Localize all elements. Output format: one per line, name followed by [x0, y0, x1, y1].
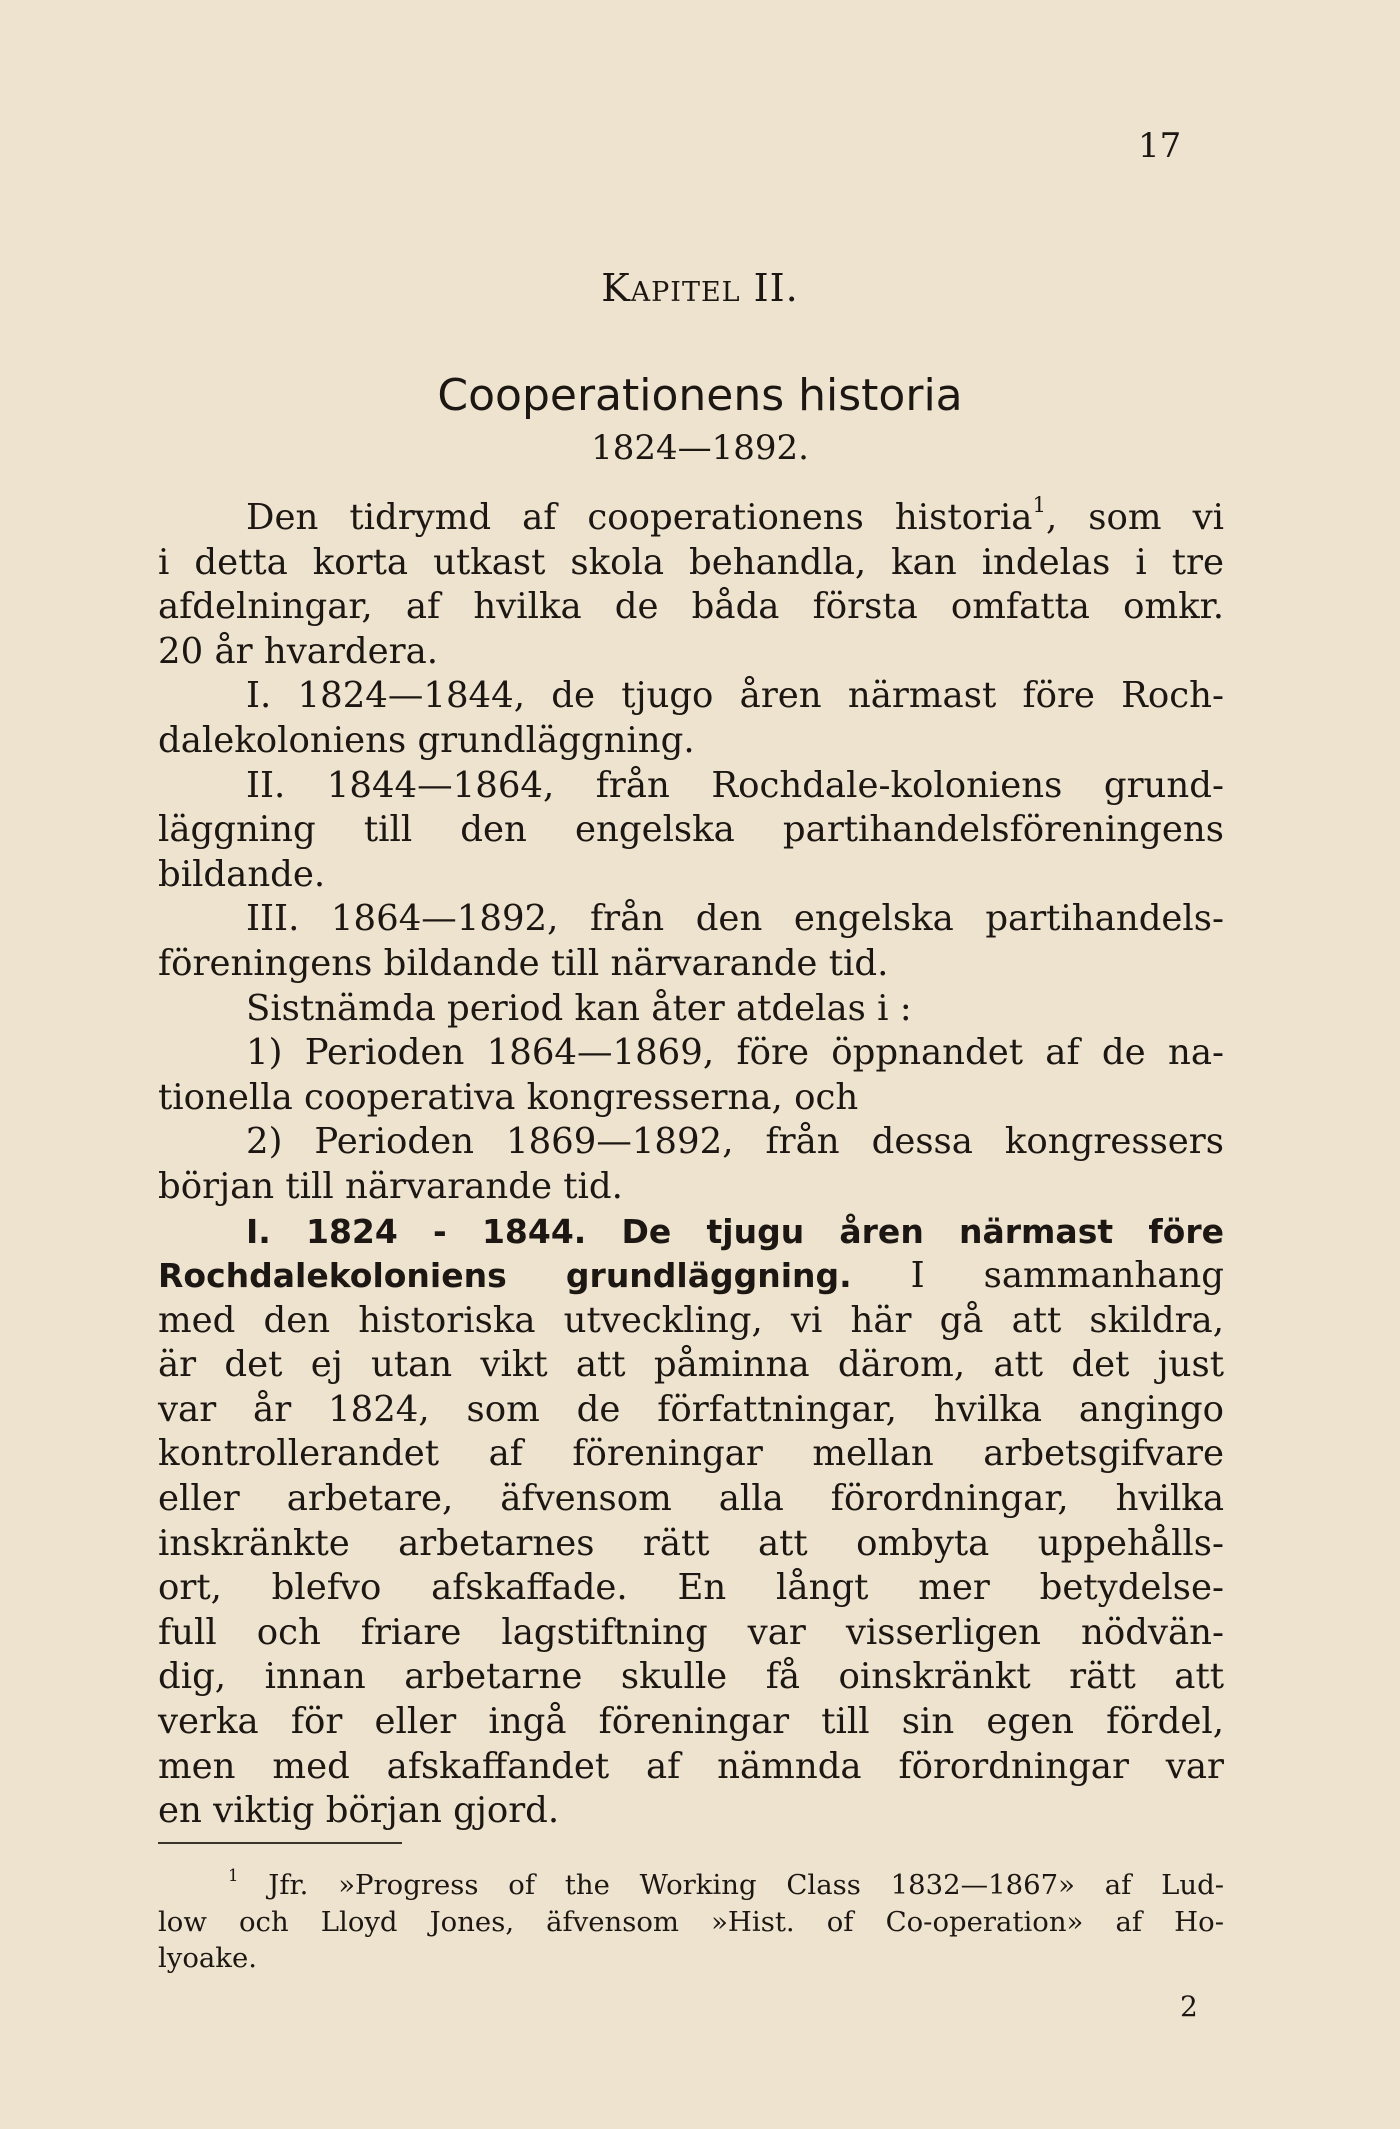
chapter-label: Kapitel II. — [601, 266, 799, 310]
chapter-title: Cooperationens historia — [437, 370, 963, 421]
text-line: ort, blefvo afskaffade. En långt mer betydelse- — [158, 1567, 1224, 1609]
subdivision-line: tionella cooperativa kongresserna, och — [158, 1076, 859, 1118]
subdivision-line: 2) Perioden 1869—1892, från dessa kongressers — [246, 1121, 1224, 1163]
section-heading-line: Rochdalekoloniens grundläggning. I sammanhang — [158, 1255, 1224, 1297]
text-line: verka för eller ingå föreningar till sin egen fördel, — [158, 1701, 1224, 1743]
section-heading: I. 1824 - 1844. De tjugu åren närmast före — [246, 1211, 1224, 1251]
period-line: bildande. — [158, 853, 326, 895]
chapter-years: 1824—1892. — [591, 428, 809, 468]
signature-mark: 2 — [1180, 1990, 1198, 2023]
period-line: dalekoloniens grundläggning. — [158, 719, 695, 761]
text-line: full och friare lagstiftning var visserligen nödvän- — [158, 1611, 1224, 1653]
text-line: afdelningar, af hvilka de båda första omfatta omkr. — [158, 586, 1224, 628]
footnote-reference: 1 — [1032, 492, 1047, 518]
period-line: föreningens bildande till närvarande tid. — [158, 942, 889, 984]
text-line: en viktig början gjord. — [158, 1790, 560, 1832]
text-line: i detta korta utkast skola behandla, kan indelas i tre — [158, 541, 1224, 583]
period-line: läggning till den engelska partihandelsföreningens — [158, 809, 1224, 851]
text-line: Den tidrymd af cooperationens historia$^1$, som vi — [246, 492, 1224, 538]
body-text — [158, 492, 1224, 1834]
footnote-line: lyoake. — [158, 1942, 257, 1974]
subdivision-line: början till närvarande tid. — [158, 1165, 623, 1207]
text-line: eller arbetare, äfvensom alla förordningar, hvilka — [158, 1478, 1224, 1520]
footnote-marker: 1 — [228, 1865, 239, 1885]
text-line: dig, innan arbetarne skulle få oinskränkt rätt att — [158, 1656, 1224, 1698]
text-line: kontrollerandet af föreningar mellan arbetsgifvare — [158, 1433, 1224, 1475]
period-line: I. 1824—1844, de tjugo åren närmast före Roch- — [246, 675, 1224, 717]
text-line: är det ej utan vikt att påminna därom, att det just — [158, 1344, 1224, 1386]
footnote-divider — [158, 1842, 402, 1844]
text-line: var år 1824, som de författningar, hvilka angingo — [158, 1388, 1224, 1430]
page-number: 17 — [1138, 126, 1182, 166]
text-line: inskränkte arbetarnes rätt att ombyta uppehålls- — [158, 1522, 1224, 1564]
text-line: 20 år hvardera. — [158, 630, 439, 672]
text-line: men med afskaffandet af nämnda förordningar var — [158, 1745, 1224, 1787]
footnote-line: low och Lloyd Jones, äfvensom »Hist. of Co-operation» af Ho- — [158, 1905, 1224, 1938]
footnote — [158, 1867, 1224, 1977]
period-line: II. 1844—1864, från Rochdale-koloniens grund- — [246, 764, 1224, 806]
subdivision-intro: Sistnämda period kan åter atdelas i : — [246, 987, 912, 1029]
period-line: III. 1864—1892, från den engelska partihandels- — [246, 898, 1224, 940]
text-line: med den historiska utveckling, vi här gå att skildra, — [158, 1299, 1224, 1341]
footnote-line: $^1$ Jfr. »Progress of the Working Class 1832—1867» af Lud- — [228, 1865, 1224, 1901]
subdivision-line: 1) Perioden 1864—1869, före öppnandet af de na- — [246, 1032, 1224, 1074]
